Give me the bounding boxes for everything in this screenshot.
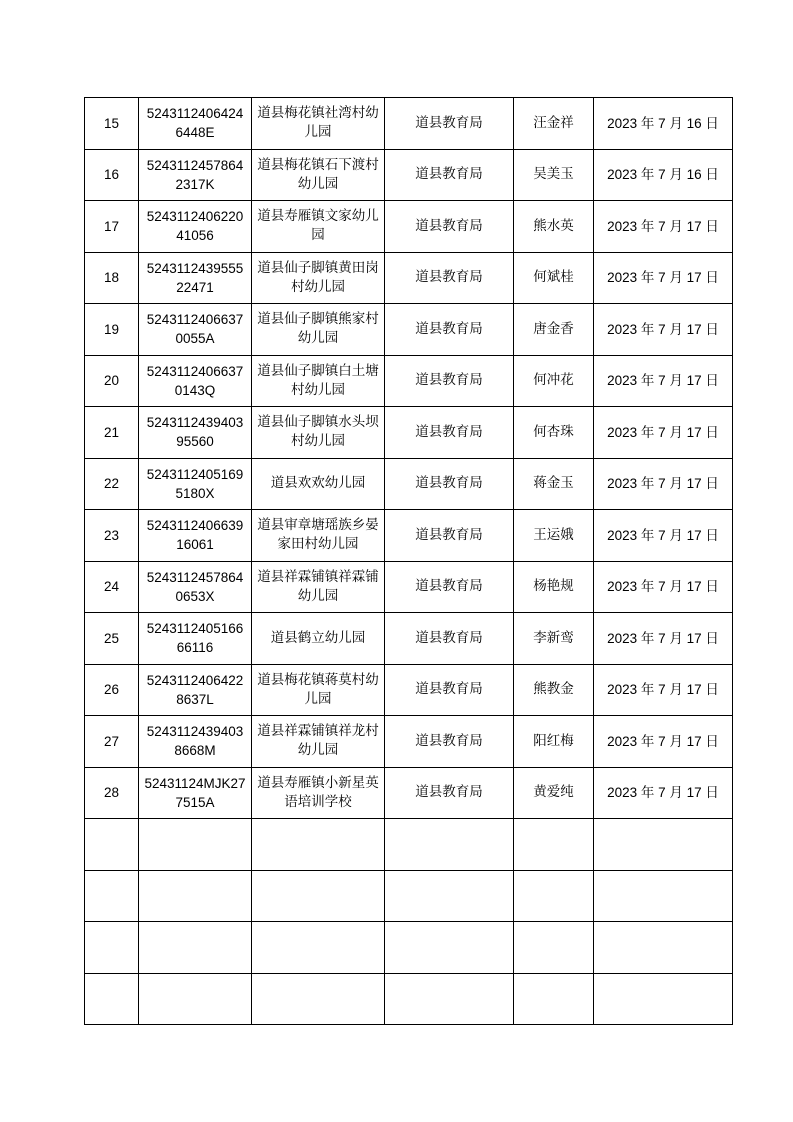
cell-organization-name: 道县仙子脚镇水头坝村幼儿园 <box>252 407 385 459</box>
empty-table-row <box>85 922 733 974</box>
cell-authority: 道县教育局 <box>385 458 514 510</box>
cell-number: 23 <box>85 510 139 562</box>
cell-legal-representative: 李新鸾 <box>514 613 594 665</box>
cell-date: 2023 年 7 月 17 日 <box>594 664 733 716</box>
cell-organization-name: 道县梅花镇石下渡村幼儿园 <box>252 149 385 201</box>
empty-cell <box>385 973 514 1025</box>
cell-credit-code: 52431124064246448E <box>139 98 252 150</box>
cell-legal-representative: 汪金祥 <box>514 98 594 150</box>
cell-number: 25 <box>85 613 139 665</box>
cell-number: 15 <box>85 98 139 150</box>
cell-credit-code: 52431124MJK277515A <box>139 767 252 819</box>
cell-organization-name: 道县仙子脚镇黄田岗村幼儿园 <box>252 252 385 304</box>
cell-number: 16 <box>85 149 139 201</box>
cell-legal-representative: 熊水英 <box>514 201 594 253</box>
cell-date: 2023 年 7 月 17 日 <box>594 716 733 768</box>
cell-organization-name: 道县祥霖铺镇祥龙村幼儿园 <box>252 716 385 768</box>
empty-cell <box>514 819 594 871</box>
cell-authority: 道县教育局 <box>385 664 514 716</box>
cell-date: 2023 年 7 月 17 日 <box>594 510 733 562</box>
cell-legal-representative: 何斌桂 <box>514 252 594 304</box>
table-row <box>85 716 733 768</box>
table-row <box>85 98 733 150</box>
empty-cell <box>252 819 385 871</box>
table-row <box>85 664 733 716</box>
cell-number: 22 <box>85 458 139 510</box>
empty-cell <box>252 922 385 974</box>
cell-date: 2023 年 7 月 17 日 <box>594 355 733 407</box>
empty-cell <box>594 870 733 922</box>
empty-cell <box>85 922 139 974</box>
cell-legal-representative: 蒋金玉 <box>514 458 594 510</box>
cell-credit-code: 52431124394038668M <box>139 716 252 768</box>
empty-cell <box>139 870 252 922</box>
cell-authority: 道县教育局 <box>385 716 514 768</box>
cell-credit-code: 524311243955522471 <box>139 252 252 304</box>
cell-number: 26 <box>85 664 139 716</box>
cell-organization-name: 道县寿雁镇小新星英语培训学校 <box>252 767 385 819</box>
cell-credit-code: 52431124051695180X <box>139 458 252 510</box>
cell-legal-representative: 王运娥 <box>514 510 594 562</box>
cell-authority: 道县教育局 <box>385 561 514 613</box>
cell-legal-representative: 黄爱纯 <box>514 767 594 819</box>
cell-credit-code: 52431124064228637L <box>139 664 252 716</box>
cell-credit-code: 524311240663916061 <box>139 510 252 562</box>
cell-authority: 道县教育局 <box>385 767 514 819</box>
table-row <box>85 510 733 562</box>
cell-credit-code: 52431124578640653X <box>139 561 252 613</box>
empty-cell <box>594 922 733 974</box>
cell-organization-name: 道县祥霖铺镇祥霖铺幼儿园 <box>252 561 385 613</box>
cell-authority: 道县教育局 <box>385 201 514 253</box>
cell-date: 2023 年 7 月 17 日 <box>594 201 733 253</box>
cell-number: 27 <box>85 716 139 768</box>
table-row <box>85 458 733 510</box>
cell-date: 2023 年 7 月 17 日 <box>594 561 733 613</box>
empty-cell <box>252 973 385 1025</box>
table-row <box>85 304 733 356</box>
empty-cell <box>385 819 514 871</box>
empty-cell <box>85 819 139 871</box>
cell-legal-representative: 熊教金 <box>514 664 594 716</box>
cell-date: 2023 年 7 月 17 日 <box>594 458 733 510</box>
cell-organization-name: 道县鹤立幼儿园 <box>252 613 385 665</box>
table-row <box>85 407 733 459</box>
cell-credit-code: 524311240622041056 <box>139 201 252 253</box>
empty-cell <box>594 973 733 1025</box>
cell-number: 17 <box>85 201 139 253</box>
empty-cell <box>252 870 385 922</box>
cell-authority: 道县教育局 <box>385 355 514 407</box>
empty-table-row <box>85 819 733 871</box>
table-row <box>85 252 733 304</box>
cell-organization-name: 道县寿雁镇文家幼儿园 <box>252 201 385 253</box>
cell-date: 2023 年 7 月 16 日 <box>594 149 733 201</box>
cell-legal-representative: 吴美玉 <box>514 149 594 201</box>
cell-number: 21 <box>85 407 139 459</box>
cell-authority: 道县教育局 <box>385 304 514 356</box>
table-row <box>85 561 733 613</box>
cell-organization-name: 道县欢欢幼儿园 <box>252 458 385 510</box>
cell-date: 2023 年 7 月 17 日 <box>594 407 733 459</box>
cell-authority: 道县教育局 <box>385 407 514 459</box>
empty-cell <box>514 973 594 1025</box>
cell-credit-code: 524311243940395560 <box>139 407 252 459</box>
cell-legal-representative: 何冲花 <box>514 355 594 407</box>
empty-table-row <box>85 870 733 922</box>
registration-table <box>84 97 733 1025</box>
cell-organization-name: 道县仙子脚镇白土塘村幼儿园 <box>252 355 385 407</box>
cell-organization-name: 道县梅花镇蒋莫村幼儿园 <box>252 664 385 716</box>
cell-date: 2023 年 7 月 17 日 <box>594 252 733 304</box>
cell-credit-code: 52431124066370055A <box>139 304 252 356</box>
cell-credit-code: 52431124066370143Q <box>139 355 252 407</box>
cell-date: 2023 年 7 月 17 日 <box>594 613 733 665</box>
cell-authority: 道县教育局 <box>385 149 514 201</box>
cell-credit-code: 524311240516666116 <box>139 613 252 665</box>
cell-number: 24 <box>85 561 139 613</box>
cell-organization-name: 道县审章塘瑶族乡晏家田村幼儿园 <box>252 510 385 562</box>
cell-legal-representative: 何杏珠 <box>514 407 594 459</box>
table-body <box>85 98 733 1025</box>
empty-cell <box>514 870 594 922</box>
cell-date: 2023 年 7 月 17 日 <box>594 304 733 356</box>
cell-date: 2023 年 7 月 16 日 <box>594 98 733 150</box>
cell-legal-representative: 杨艳规 <box>514 561 594 613</box>
cell-date: 2023 年 7 月 17 日 <box>594 767 733 819</box>
empty-cell <box>594 819 733 871</box>
empty-cell <box>385 922 514 974</box>
empty-cell <box>85 973 139 1025</box>
table-row <box>85 149 733 201</box>
empty-cell <box>514 922 594 974</box>
table-row <box>85 201 733 253</box>
table-row <box>85 355 733 407</box>
cell-legal-representative: 唐金香 <box>514 304 594 356</box>
empty-cell <box>385 870 514 922</box>
empty-cell <box>85 870 139 922</box>
cell-legal-representative: 阳红梅 <box>514 716 594 768</box>
cell-organization-name: 道县梅花镇社湾村幼儿园 <box>252 98 385 150</box>
empty-cell <box>139 819 252 871</box>
table-row <box>85 613 733 665</box>
cell-authority: 道县教育局 <box>385 98 514 150</box>
cell-number: 18 <box>85 252 139 304</box>
cell-authority: 道县教育局 <box>385 510 514 562</box>
cell-organization-name: 道县仙子脚镇熊家村幼儿园 <box>252 304 385 356</box>
cell-number: 20 <box>85 355 139 407</box>
empty-cell <box>139 973 252 1025</box>
empty-cell <box>139 922 252 974</box>
cell-authority: 道县教育局 <box>385 252 514 304</box>
cell-authority: 道县教育局 <box>385 613 514 665</box>
cell-credit-code: 52431124578642317K <box>139 149 252 201</box>
empty-table-row <box>85 973 733 1025</box>
cell-number: 19 <box>85 304 139 356</box>
cell-number: 28 <box>85 767 139 819</box>
table-row <box>85 767 733 819</box>
